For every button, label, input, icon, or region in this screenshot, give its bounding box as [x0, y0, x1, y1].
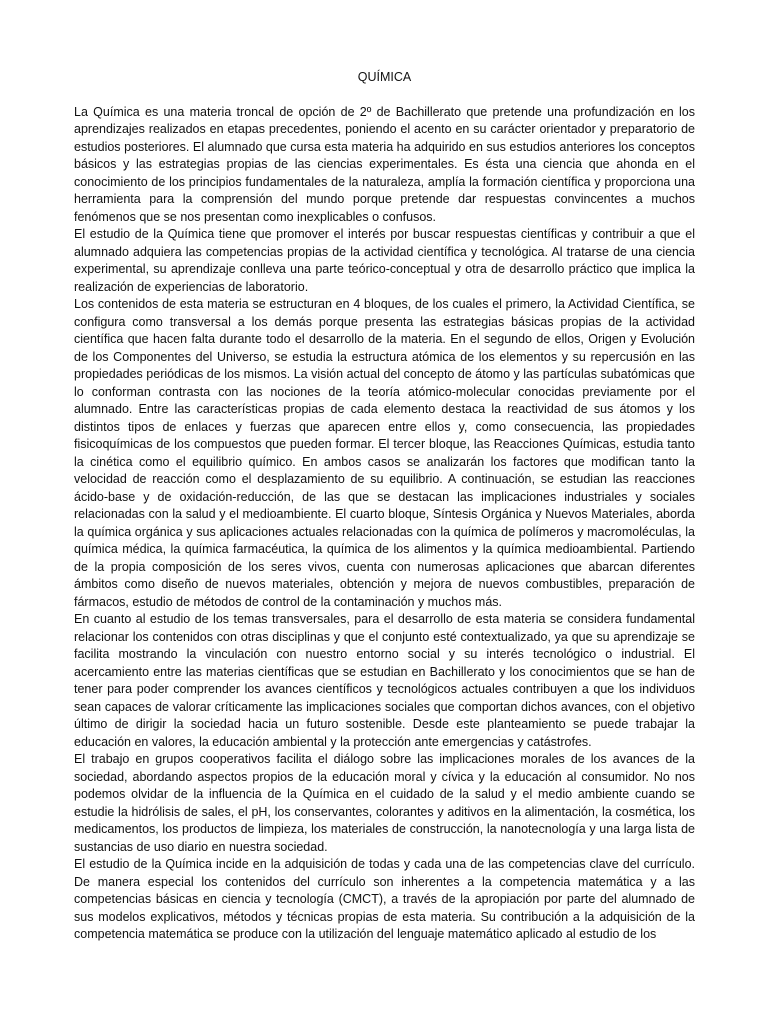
document-body	[74, 69, 695, 944]
paragraph-intro: La Química es una materia troncal de opción de 2º de Bachillerato que pretende una profundización en los aprendizajes realizados en etapas precedentes, poniendo el acento en su carácter orientador y preparatorio de estudios posteriores. El alumnado que cursa esta materia ha adquirido en sus estudios anteriores los conceptos básicos y las estrategias propias de las ciencias experimentales. Es ésta una ciencia que ahonda en el conocimiento de los principios fundamentales de la naturaleza, amplía la formación científica y proporciona una herramienta para la comprensión del mundo porque pretende dar respuestas convincentes a muchos fenómenos que se nos presentan como inexplicables o confusos.	[74, 104, 695, 224]
paragraph-study: El estudio de la Química tiene que promover el interés por buscar respuestas científicas y contribuir a que el alumnado adquiera las competencias propias de la actividad científica y tecnológica. Al tratarse de una ciencia experimental, su aprendizaje conlleva una parte teórico-conceptual y otra de desarrollo práctico que implica la realización de experiencias de laboratorio.	[74, 227, 695, 294]
paragraph-competencies: El estudio de la Química incide en la adquisición de todas y cada una de las competencias clave del currículo. De manera especial los contenidos del currículo son inherentes a la competencia matemática y a las competencias básicas en ciencia y tecnología (CMCT), a través de la apropiación por parte del alumnado de sus modelos explicativos, métodos y técnicas propias de esta materia. Su contribución a la adquisición de la competencia matemática se produce con la utilización del lenguaje matemático aplicado al estudio de los	[74, 857, 695, 941]
paragraph-transversal: En cuanto al estudio de los temas transversales, para el desarrollo de esta materia se considera fundamental relacionar los contenidos con otras disciplinas y que el conjunto esté contextualizado, ya que su aprendizaje se facilita mostrando la vinculación con nuestro entorno social y su interés tecnológico o industrial. El acercamiento entre las materias científicas que se estudian en Bachillerato y los conocimientos que se han de tener para poder comprender los avances científicos y tecnológicos actuales contribuyen a que los individuos sean capaces de valorar críticamente las implicaciones sociales que comportan dichos avances, con el objetivo último de dirigir la sociedad hacia un futuro sostenible. Desde este planteamiento se puede trabajar la educación en valores, la educación ambiental y la protección ante emergencias y catástrofes.	[74, 612, 695, 749]
paragraph-cooperative: El trabajo en grupos cooperativos facilita el diálogo sobre las implicaciones morales de los avances de la sociedad, abordando aspectos propios de la educación moral y cívica y la educación al consumidor. No nos podemos olvidar de la influencia de la Química en el cuidado de la salud y el medio ambiente cuando se estudie la hidrólisis de sales, el pH, los conservantes, colorantes y aditivos en la alimentación, la cosmética, los medicamentos, los productos de limpieza, los materiales de construcción, la nanotecnología y una larga lista de sustancias de uso diario en nuestra sociedad.	[74, 752, 695, 854]
paragraph-contents: Los contenidos de esta materia se estructuran en 4 bloques, de los cuales el primero, la Actividad Científica, se configura como transversal a los demás porque presenta las estrategias básicas propias de la actividad científica que hacen falta durante todo el desarrollo de la materia. En el segundo de ellos, Origen y Evolución de los Componentes del Universo, se estudia la estructura atómica de los elementos y su repercusión en las propiedades periódicas de los mismos. La visión actual del concepto de átomo y las partículas subatómicas que lo conforman contrasta con las nociones de la teoría atómico-molecular conocidas previamente por el alumnado. Entre las características propias de cada elemento destaca la reactividad de sus átomos y los distintos tipos de enlaces y fuerzas que aparecen entre ellos y, como consecuencia, las propiedades fisicoquímicas de los compuestos que pueden formar. El tercer bloque, las Reacciones Químicas, estudia tanto la cinética como el equilibrio químico. En ambos casos se analizarán los factores que modifican tanto la velocidad de reacción como el desplazamiento de su equilibrio. A continuación, se estudian las reacciones ácido-base y de oxidación-reducción, de las que se destacan las implicaciones industriales y sociales relacionadas con la salud y el medioambiente. El cuarto bloque, Síntesis Orgánica y Nuevos Materiales, aborda la química orgánica y sus aplicaciones actuales relacionadas con la química de polímeros y macromoléculas, la química médica, la química farmacéutica, la química de los alimentos y la química medioambiental. Partiendo de la propia composición de los seres vivos, cuenta con numerosas aplicaciones que abarcan diferentes ámbitos como diseño de nuevos materiales, obtención y mejora de nuevos combustibles, preparación de fármacos, estudio de métodos de control de la contaminación y muchos más.	[74, 297, 695, 609]
document-title: QUÍMICA	[357, 70, 412, 84]
